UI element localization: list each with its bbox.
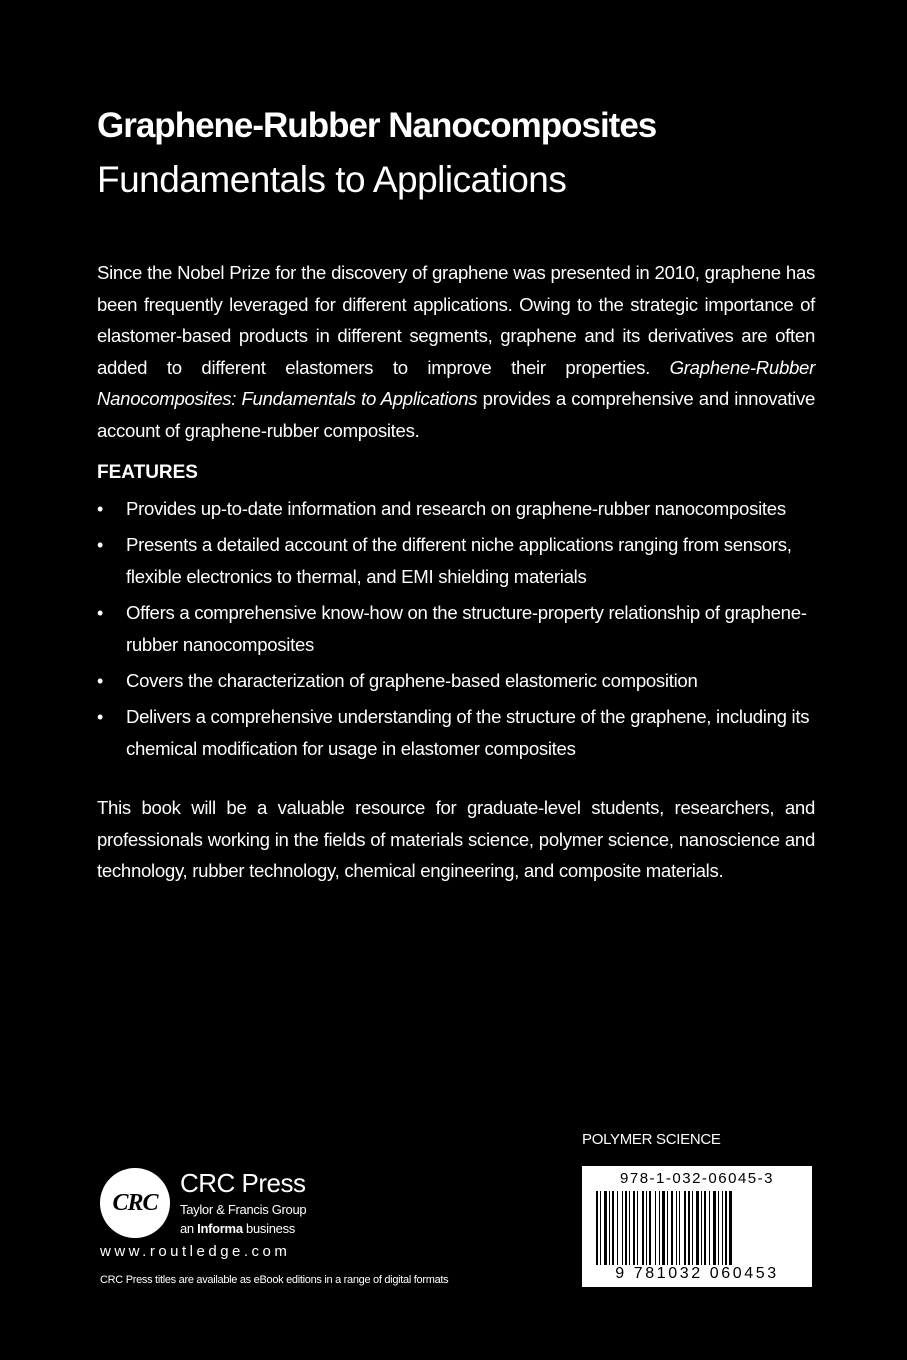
bullet-icon: • <box>97 499 104 519</box>
barcode-stripe <box>596 1191 598 1265</box>
features-heading: FEATURES <box>97 462 198 483</box>
publisher-name: CRC Press <box>180 1168 306 1198</box>
barcode-stripe <box>704 1191 706 1265</box>
informa-suffix: business <box>242 1221 295 1236</box>
feature-item <box>97 597 827 661</box>
feature-item <box>97 493 827 525</box>
barcode-stripe <box>649 1191 651 1265</box>
barcode-stripe <box>659 1191 660 1265</box>
barcode-stripe <box>718 1191 719 1265</box>
bullet-icon: • <box>97 535 104 555</box>
barcode-stripe <box>692 1191 693 1265</box>
intro-text-part2: provides a comprehensive and innovative account of graphene-rubber composites. <box>97 388 816 441</box>
barcode-stripe <box>637 1191 638 1265</box>
barcode-stripe <box>696 1191 699 1265</box>
intro-text-part1: Since the Nobel Prize for the discovery of graphene was presented in 2010, graphene has been frequently leveraged for different applications. Owing to the strategic importance of elastomer-based products in different segments, graphene and its derivatives are often added to different elastomers to improve their properties. <box>97 262 815 378</box>
intro-book-title: Graphene-Rubber Nanocomposites: Fundamentals to Applications <box>97 356 815 409</box>
informa-bold: Informa <box>197 1221 243 1236</box>
barcode-stripe <box>701 1191 702 1265</box>
barcode-stripe <box>604 1191 607 1265</box>
bullet-icon: • <box>97 707 104 727</box>
barcode-stripe <box>722 1191 723 1265</box>
barcode-stripe <box>625 1191 627 1265</box>
isbn-top: 978-1-032-06045-3 <box>620 1170 774 1187</box>
barcode-stripe <box>617 1191 618 1265</box>
book-subtitle: Fundamentals to Applications <box>97 159 567 200</box>
barcode-stripe <box>684 1191 686 1265</box>
publisher-website: www.routledge.com <box>100 1243 291 1260</box>
barcode-stripe <box>725 1191 727 1265</box>
isbn-bottom: 9 781032 060453 <box>615 1265 779 1282</box>
barcode-stripe <box>642 1191 644 1265</box>
book-title: Graphene-Rubber Nanocomposites <box>97 106 657 145</box>
publisher-informa <box>180 1221 295 1237</box>
barcode-stripe <box>676 1191 677 1265</box>
informa-prefix: an <box>180 1221 198 1236</box>
subject-category: POLYMER SCIENCE <box>582 1131 721 1148</box>
features-list <box>97 493 827 769</box>
barcode-stripe <box>655 1191 656 1265</box>
barcode-stripe <box>609 1191 610 1265</box>
barcode-stripe <box>713 1191 716 1265</box>
barcode-bars-icon <box>596 1191 798 1265</box>
feature-text: Provides up-to-date information and research on graphene-rubber nanocomposites <box>126 498 786 519</box>
feature-text: Presents a detailed account of the different niche applications ranging from sensors, flexible electronics to thermal, and EMI shielding materials <box>126 534 792 587</box>
barcode-stripe <box>633 1191 635 1265</box>
barcode-stripe <box>709 1191 710 1265</box>
barcode-stripe <box>688 1191 690 1265</box>
barcode-stripe <box>646 1191 647 1265</box>
bullet-icon: • <box>97 671 104 691</box>
barcode-stripe <box>671 1191 673 1265</box>
publisher-group: Taylor & Francis Group <box>180 1202 307 1217</box>
intro-paragraph <box>97 257 815 446</box>
closing-paragraph: This book will be a valuable resource for graduate-level students, researchers, and professionals working in the fields of materials science, polymer science, nanoscience and technology, rubber technology, chemical engineering, and composite materials. <box>97 797 815 881</box>
feature-text: Delivers a comprehensive understanding of the structure of the graphene, including its chemical modification for usage in elastomer composites <box>126 706 810 759</box>
bullet-icon: • <box>97 603 104 623</box>
crc-logo-icon <box>100 1168 170 1238</box>
feature-text: Offers a comprehensive know-how on the structure-property relationship of graphene-rubber nanocomposites <box>126 602 807 655</box>
barcode-stripe <box>622 1191 623 1265</box>
barcode-stripe <box>662 1191 665 1265</box>
feature-text: Covers the characterization of graphene-based elastomeric composition <box>126 670 698 691</box>
ebook-note: CRC Press titles are available as eBook editions in a range of digital formats <box>100 1274 449 1286</box>
barcode <box>582 1166 812 1287</box>
barcode-stripe <box>667 1191 668 1265</box>
barcode-stripe <box>679 1191 680 1265</box>
feature-item <box>97 701 827 765</box>
barcode-stripe <box>612 1191 614 1265</box>
barcode-stripe <box>729 1191 732 1265</box>
feature-item <box>97 665 827 697</box>
crc-logo-text: CRC <box>112 1189 158 1216</box>
barcode-stripe <box>629 1191 630 1265</box>
barcode-stripe <box>600 1191 601 1265</box>
feature-item <box>97 529 827 593</box>
